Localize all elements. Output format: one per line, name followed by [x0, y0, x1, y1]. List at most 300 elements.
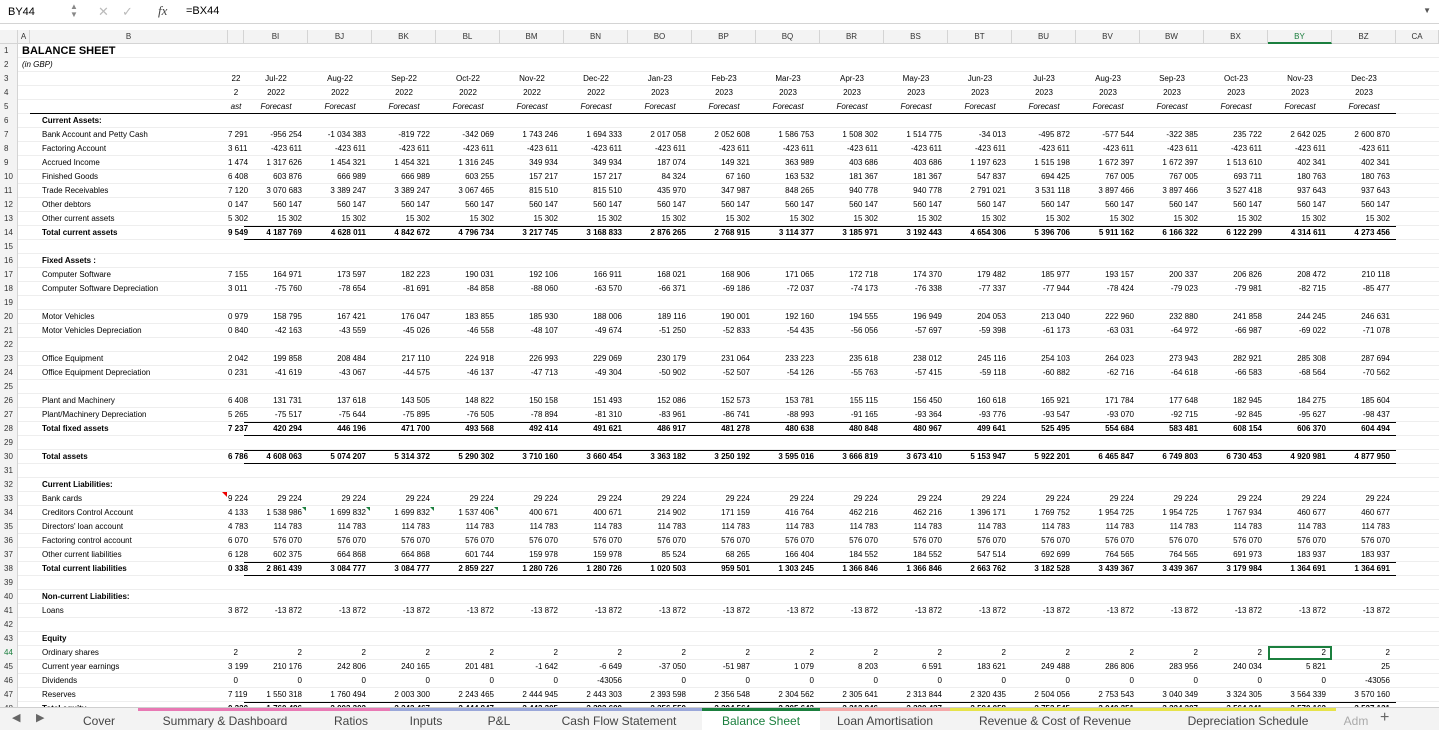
row-header-46[interactable]: 46: [0, 674, 18, 688]
data-cell[interactable]: -75 517: [274, 410, 302, 419]
data-cell[interactable]: -54 126: [786, 368, 814, 377]
data-cell[interactable]: 603 876: [273, 172, 302, 181]
select-all-corner[interactable]: [0, 30, 18, 44]
data-cell[interactable]: 1 699 832: [330, 508, 366, 517]
data-cell[interactable]: 5 911 162: [1098, 228, 1134, 237]
data-cell[interactable]: 5 074 207: [330, 452, 366, 461]
data-cell[interactable]: 576 070: [529, 536, 558, 545]
row-header-37[interactable]: 37: [0, 548, 18, 562]
data-cell[interactable]: -13 872: [1170, 606, 1198, 615]
data-cell[interactable]: 3 040 349: [1162, 690, 1198, 699]
row-header-29[interactable]: 29: [0, 436, 18, 450]
data-cell[interactable]: 1 079: [793, 662, 814, 671]
data-cell[interactable]: 1 454 321: [330, 158, 366, 167]
data-cell[interactable]: 15 302: [1045, 214, 1070, 223]
data-cell[interactable]: 29 224: [341, 494, 366, 503]
data-cell[interactable]: 3 363 182: [650, 452, 686, 461]
data-cell[interactable]: 576 070: [1233, 536, 1262, 545]
data-cell[interactable]: 547 514: [977, 550, 1006, 559]
data-cell[interactable]: 347 987: [721, 186, 750, 195]
data-cell[interactable]: 4 796 734: [458, 228, 494, 237]
data-cell[interactable]: 7 155: [228, 270, 249, 279]
data-cell[interactable]: 471 700: [401, 424, 430, 433]
column-header-BT[interactable]: BT: [948, 30, 1012, 44]
data-cell[interactable]: 206 826: [1233, 270, 1262, 279]
data-cell[interactable]: 29 224: [1301, 494, 1326, 503]
next-sheet-icon[interactable]: ▶: [36, 712, 45, 724]
data-cell[interactable]: -69 022: [1298, 326, 1326, 335]
data-cell[interactable]: 462 216: [849, 508, 878, 517]
data-cell[interactable]: 1 364 691: [1354, 564, 1390, 573]
data-cell[interactable]: 2: [233, 648, 238, 657]
data-cell[interactable]: 2: [1321, 648, 1326, 657]
data-cell[interactable]: 560 147: [785, 200, 814, 209]
data-cell[interactable]: 3 192 443: [906, 228, 942, 237]
comment-indicator[interactable]: [222, 492, 227, 497]
data-cell[interactable]: 815 510: [529, 186, 558, 195]
row-header-21[interactable]: 21: [0, 324, 18, 338]
data-cell[interactable]: 3 389 247: [394, 186, 430, 195]
data-cell[interactable]: 1 280 726: [522, 564, 558, 573]
data-cell[interactable]: 693 711: [1233, 172, 1262, 181]
row-header-33[interactable]: 33: [0, 492, 18, 506]
data-cell[interactable]: 435 970: [657, 186, 686, 195]
data-cell[interactable]: -423 611: [1295, 144, 1326, 153]
data-cell[interactable]: 576 070: [465, 536, 494, 545]
data-cell[interactable]: -46 558: [466, 326, 494, 335]
data-cell[interactable]: 560 147: [913, 200, 942, 209]
data-cell[interactable]: -70 562: [1362, 368, 1390, 377]
data-cell[interactable]: 171 065: [785, 270, 814, 279]
formula-warning-icon[interactable]: [366, 507, 370, 511]
data-cell[interactable]: 114 783: [657, 522, 686, 531]
data-cell[interactable]: 150 158: [529, 396, 558, 405]
row-header-11[interactable]: 11: [0, 184, 18, 198]
data-cell[interactable]: 492 414: [529, 424, 558, 433]
data-cell[interactable]: 2: [1385, 648, 1390, 657]
data-cell[interactable]: 273 943: [1169, 354, 1198, 363]
data-cell[interactable]: 480 848: [849, 424, 878, 433]
data-cell[interactable]: 3 564 339: [1290, 690, 1326, 699]
data-cell[interactable]: 1 538 986: [266, 508, 302, 517]
data-cell[interactable]: -423 611: [655, 144, 686, 153]
data-cell[interactable]: -92 845: [1234, 410, 1262, 419]
data-cell[interactable]: -42 163: [274, 326, 302, 335]
data-cell[interactable]: 159 978: [529, 550, 558, 559]
data-cell[interactable]: 1 672 397: [1098, 158, 1134, 167]
data-cell[interactable]: 185 930: [529, 312, 558, 321]
data-cell[interactable]: 194 555: [849, 312, 878, 321]
data-cell[interactable]: 560 147: [721, 200, 750, 209]
data-cell[interactable]: 29 224: [1237, 494, 1262, 503]
data-cell[interactable]: -63 031: [1106, 326, 1134, 335]
row-header-42[interactable]: 42: [0, 618, 18, 632]
data-cell[interactable]: 6 128: [228, 550, 249, 559]
data-cell[interactable]: 525 495: [1041, 424, 1070, 433]
data-cell[interactable]: 181 367: [913, 172, 942, 181]
data-cell[interactable]: 3 611: [228, 144, 248, 153]
data-cell[interactable]: -81 691: [402, 284, 430, 293]
data-cell[interactable]: 2 003 300: [394, 690, 430, 699]
data-cell[interactable]: 2 791 021: [970, 186, 1006, 195]
data-cell[interactable]: 2: [1001, 648, 1006, 657]
data-cell[interactable]: 5 314 372: [394, 452, 430, 461]
data-cell[interactable]: 114 783: [337, 522, 366, 531]
data-cell[interactable]: 1 767 934: [1226, 508, 1262, 517]
data-cell[interactable]: 3 439 367: [1162, 564, 1198, 573]
data-cell[interactable]: 114 783: [593, 522, 622, 531]
data-cell[interactable]: 8 203: [857, 662, 878, 671]
data-cell[interactable]: 1 550 318: [266, 690, 302, 699]
data-cell[interactable]: 249 488: [1041, 662, 1070, 671]
data-cell[interactable]: 664 868: [337, 550, 366, 559]
data-cell[interactable]: -78 654: [338, 284, 366, 293]
data-cell[interactable]: -59 118: [979, 368, 1006, 377]
function-icon[interactable]: fx: [158, 3, 168, 18]
data-cell[interactable]: 560 147: [337, 200, 366, 209]
data-cell[interactable]: 1 514 775: [906, 130, 942, 139]
data-cell[interactable]: 189 116: [657, 312, 686, 321]
data-cell[interactable]: -93 070: [1106, 410, 1134, 419]
data-cell[interactable]: 3 084 777: [330, 564, 366, 573]
data-cell[interactable]: 15 302: [1301, 214, 1326, 223]
data-cell[interactable]: 3 660 454: [586, 452, 622, 461]
data-cell[interactable]: -423 611: [463, 144, 494, 153]
data-cell[interactable]: 1 515 198: [1034, 158, 1070, 167]
data-cell[interactable]: 232 880: [1169, 312, 1198, 321]
data-cell[interactable]: -66 987: [1234, 326, 1262, 335]
data-cell[interactable]: 493 568: [465, 424, 494, 433]
column-header-BP[interactable]: BP: [692, 30, 756, 44]
data-cell[interactable]: 576 070: [1041, 536, 1070, 545]
data-cell[interactable]: -423 611: [783, 144, 814, 153]
enter-icon[interactable]: ✓: [122, 4, 133, 19]
data-cell[interactable]: 190 031: [465, 270, 494, 279]
data-cell[interactable]: 1 366 846: [842, 564, 878, 573]
data-cell[interactable]: 201 481: [465, 662, 494, 671]
data-cell[interactable]: 157 217: [593, 172, 622, 181]
data-cell[interactable]: -64 618: [1170, 368, 1198, 377]
sheet-grid[interactable]: [0, 30, 1439, 707]
data-cell[interactable]: -93 364: [914, 410, 942, 419]
data-cell[interactable]: 5 265: [228, 410, 249, 419]
data-cell[interactable]: 85 524: [661, 550, 686, 559]
data-cell[interactable]: 937 643: [1297, 186, 1326, 195]
data-cell[interactable]: -41 619: [274, 368, 302, 377]
data-cell[interactable]: 1 508 302: [842, 130, 878, 139]
data-cell[interactable]: 15 302: [661, 214, 686, 223]
data-cell[interactable]: 576 070: [849, 536, 878, 545]
data-cell[interactable]: 3 011: [228, 284, 248, 293]
data-cell[interactable]: 114 783: [785, 522, 814, 531]
data-cell[interactable]: 560 147: [657, 200, 686, 209]
row-header-39[interactable]: 39: [0, 576, 18, 590]
data-cell[interactable]: 182 945: [1233, 396, 1262, 405]
data-cell[interactable]: 29 224: [1045, 494, 1070, 503]
data-cell[interactable]: 767 005: [1105, 172, 1134, 181]
data-cell[interactable]: 114 783: [401, 522, 430, 531]
row-header-14[interactable]: 14: [0, 226, 18, 240]
data-cell[interactable]: 2 504 056: [1034, 690, 1070, 699]
data-cell[interactable]: 576 070: [273, 536, 302, 545]
data-cell[interactable]: -56 056: [850, 326, 878, 335]
row-header-5[interactable]: 5: [0, 100, 18, 114]
data-cell[interactable]: 15 302: [533, 214, 558, 223]
data-cell[interactable]: 157 217: [529, 172, 558, 181]
data-cell[interactable]: 222 960: [1105, 312, 1134, 321]
data-cell[interactable]: -77 944: [1042, 284, 1070, 293]
data-cell[interactable]: -75 644: [338, 410, 366, 419]
data-cell[interactable]: 166 911: [593, 270, 622, 279]
data-cell[interactable]: 283 956: [1169, 662, 1198, 671]
data-cell[interactable]: -423 611: [335, 144, 366, 153]
data-cell[interactable]: 576 070: [1105, 536, 1134, 545]
tab-p-l[interactable]: P&L: [462, 708, 536, 730]
data-cell[interactable]: -95 627: [1298, 410, 1326, 419]
data-cell[interactable]: 153 781: [785, 396, 814, 405]
data-cell[interactable]: 114 783: [1297, 522, 1326, 531]
data-cell[interactable]: 764 565: [1105, 550, 1134, 559]
data-cell[interactable]: 7 120: [228, 186, 249, 195]
data-cell[interactable]: 29 224: [661, 494, 686, 503]
data-cell[interactable]: 177 648: [1169, 396, 1198, 405]
data-cell[interactable]: 2 859 227: [458, 564, 494, 573]
data-cell[interactable]: 576 070: [657, 536, 686, 545]
data-cell[interactable]: 4 628 011: [330, 228, 366, 237]
column-header-BX[interactable]: BX: [1204, 30, 1268, 44]
data-cell[interactable]: 6 408: [228, 172, 249, 181]
data-cell[interactable]: 3 067 465: [458, 186, 494, 195]
data-cell[interactable]: 200 337: [1169, 270, 1198, 279]
row-header-2[interactable]: 2: [0, 58, 18, 72]
data-cell[interactable]: 2: [809, 648, 814, 657]
data-cell[interactable]: 5 302: [228, 214, 249, 223]
data-cell[interactable]: 208 484: [337, 354, 366, 363]
data-cell[interactable]: 6 465 847: [1098, 452, 1134, 461]
data-cell[interactable]: -423 611: [1039, 144, 1070, 153]
data-cell[interactable]: -66 583: [1234, 368, 1262, 377]
data-cell[interactable]: 114 783: [1105, 522, 1134, 531]
data-cell[interactable]: 3 182 528: [1034, 564, 1070, 573]
data-cell[interactable]: -13 872: [978, 606, 1006, 615]
data-cell[interactable]: 163 532: [785, 172, 814, 181]
data-cell[interactable]: 160 618: [977, 396, 1006, 405]
data-cell[interactable]: 940 778: [849, 186, 878, 195]
expand-formula-icon[interactable]: ▼: [1423, 6, 1431, 15]
data-cell[interactable]: -423 611: [975, 144, 1006, 153]
data-cell[interactable]: 2 042: [228, 354, 249, 363]
data-cell[interactable]: 2: [1065, 648, 1070, 657]
data-cell[interactable]: 1 303 245: [778, 564, 814, 573]
data-cell[interactable]: -76 505: [466, 410, 494, 419]
data-cell[interactable]: -49 674: [594, 326, 622, 335]
data-cell[interactable]: 3 897 466: [1098, 186, 1134, 195]
row-header-40[interactable]: 40: [0, 590, 18, 604]
data-cell[interactable]: 192 106: [529, 270, 558, 279]
data-cell[interactable]: 3 673 410: [906, 452, 942, 461]
data-cell[interactable]: 0: [361, 676, 366, 685]
data-cell[interactable]: 6 070: [228, 536, 249, 545]
data-cell[interactable]: -79 023: [1170, 284, 1198, 293]
data-cell[interactable]: 224 918: [465, 354, 494, 363]
data-cell[interactable]: 554 684: [1105, 424, 1134, 433]
data-cell[interactable]: -34 013: [978, 130, 1006, 139]
data-cell[interactable]: 9 549: [228, 228, 249, 237]
data-cell[interactable]: -84 858: [466, 284, 494, 293]
data-cell[interactable]: -423 611: [719, 144, 750, 153]
data-cell[interactable]: -69 186: [722, 284, 750, 293]
data-cell[interactable]: 2 304 562: [778, 690, 814, 699]
data-cell[interactable]: 29 224: [1365, 494, 1390, 503]
data-cell[interactable]: 2: [745, 648, 750, 657]
row-header-15[interactable]: 15: [0, 240, 18, 254]
data-cell[interactable]: -81 310: [594, 410, 622, 419]
data-cell[interactable]: 4 187 769: [266, 228, 302, 237]
data-cell[interactable]: 3 527 418: [1226, 186, 1262, 195]
data-cell[interactable]: 576 070: [401, 536, 430, 545]
data-cell[interactable]: 167 421: [337, 312, 366, 321]
data-cell[interactable]: -60 882: [1042, 368, 1070, 377]
data-cell[interactable]: 2: [937, 648, 942, 657]
data-cell[interactable]: -423 611: [911, 144, 942, 153]
data-cell[interactable]: 4 273 456: [1354, 228, 1390, 237]
data-cell[interactable]: 576 070: [721, 536, 750, 545]
data-cell[interactable]: 238 012: [913, 354, 942, 363]
cancel-icon[interactable]: ✕: [98, 4, 109, 19]
data-cell[interactable]: 815 510: [593, 186, 622, 195]
data-cell[interactable]: 6 166 322: [1162, 228, 1198, 237]
data-cell[interactable]: 2: [1257, 648, 1262, 657]
data-cell[interactable]: 0: [809, 676, 814, 685]
data-cell[interactable]: -13 872: [1106, 606, 1134, 615]
data-cell[interactable]: -52 507: [722, 368, 750, 377]
row-header-9[interactable]: 9: [0, 156, 18, 170]
data-cell[interactable]: -57 697: [914, 326, 942, 335]
data-cell[interactable]: 148 822: [465, 396, 494, 405]
data-cell[interactable]: 460 677: [1297, 508, 1326, 517]
data-cell[interactable]: 114 783: [465, 522, 494, 531]
data-cell[interactable]: 480 638: [785, 424, 814, 433]
data-cell[interactable]: -49 304: [594, 368, 622, 377]
data-cell[interactable]: 0: [553, 676, 558, 685]
data-cell[interactable]: -322 385: [1166, 130, 1198, 139]
data-cell[interactable]: 560 147: [1169, 200, 1198, 209]
data-cell[interactable]: 5 821: [1305, 662, 1326, 671]
data-cell[interactable]: 229 069: [593, 354, 622, 363]
row-header-6[interactable]: 6: [0, 114, 18, 128]
data-cell[interactable]: -1 642: [535, 662, 558, 671]
data-cell[interactable]: 499 641: [977, 424, 1006, 433]
tab-inputs[interactable]: Inputs: [390, 708, 462, 730]
data-cell[interactable]: 576 070: [913, 536, 942, 545]
data-cell[interactable]: 4 842 672: [394, 228, 430, 237]
data-cell[interactable]: -423 611: [527, 144, 558, 153]
data-cell[interactable]: 3 324 305: [1226, 690, 1262, 699]
data-cell[interactable]: 767 005: [1169, 172, 1198, 181]
prev-sheet-icon[interactable]: ◀: [12, 712, 21, 724]
data-cell[interactable]: 2: [425, 648, 430, 657]
data-cell[interactable]: 0: [233, 676, 238, 685]
name-box[interactable]: BY44: [8, 6, 35, 18]
data-cell[interactable]: 15 302: [405, 214, 430, 223]
data-cell[interactable]: 180 763: [1297, 172, 1326, 181]
data-cell[interactable]: 184 552: [849, 550, 878, 559]
row-header-8[interactable]: 8: [0, 142, 18, 156]
row-header-16[interactable]: 16: [0, 254, 18, 268]
data-cell[interactable]: 164 971: [273, 270, 302, 279]
data-cell[interactable]: -74 173: [850, 284, 878, 293]
data-cell[interactable]: 25: [1381, 662, 1390, 671]
tab-adm[interactable]: Adm: [1343, 714, 1369, 728]
data-cell[interactable]: 5 922 201: [1034, 452, 1070, 461]
data-cell[interactable]: -342 069: [462, 130, 494, 139]
data-cell[interactable]: 15 302: [853, 214, 878, 223]
data-cell[interactable]: 1 454 321: [394, 158, 430, 167]
data-cell[interactable]: 0: [425, 676, 430, 685]
data-cell[interactable]: 240 034: [1233, 662, 1262, 671]
data-cell[interactable]: 3 389 247: [330, 186, 366, 195]
data-cell[interactable]: 131 731: [273, 396, 302, 405]
data-cell[interactable]: 2 768 915: [714, 228, 750, 237]
data-cell[interactable]: 959 501: [721, 564, 750, 573]
data-cell[interactable]: -13 872: [914, 606, 942, 615]
data-cell[interactable]: -45 026: [402, 326, 430, 335]
data-cell[interactable]: 254 103: [1041, 354, 1070, 363]
data-cell[interactable]: 183 855: [465, 312, 494, 321]
data-cell[interactable]: 183 937: [1297, 550, 1326, 559]
data-cell[interactable]: 0: [1001, 676, 1006, 685]
data-cell[interactable]: 15 302: [597, 214, 622, 223]
data-cell[interactable]: 694 425: [1041, 172, 1070, 181]
data-cell[interactable]: -423 611: [271, 144, 302, 153]
data-cell[interactable]: 226 993: [529, 354, 558, 363]
data-cell[interactable]: 2: [297, 648, 302, 657]
data-cell[interactable]: 576 070: [785, 536, 814, 545]
data-cell[interactable]: 349 934: [593, 158, 622, 167]
data-cell[interactable]: 165 921: [1041, 396, 1070, 405]
data-cell[interactable]: 0: [681, 676, 686, 685]
data-cell[interactable]: 691 973: [1233, 550, 1262, 559]
data-cell[interactable]: 1 317 626: [266, 158, 302, 167]
data-cell[interactable]: 560 147: [401, 200, 430, 209]
column-header-BQ[interactable]: BQ: [756, 30, 820, 44]
data-cell[interactable]: 560 147: [593, 200, 622, 209]
data-cell[interactable]: 3 872: [228, 606, 249, 615]
data-cell[interactable]: -78 424: [1106, 284, 1134, 293]
data-cell[interactable]: 182 223: [401, 270, 430, 279]
data-cell[interactable]: -13 872: [786, 606, 814, 615]
data-cell[interactable]: 764 565: [1169, 550, 1198, 559]
data-cell[interactable]: -72 037: [786, 284, 814, 293]
data-cell[interactable]: 231 064: [721, 354, 750, 363]
data-cell[interactable]: -13 872: [530, 606, 558, 615]
column-header-BI[interactable]: BI: [244, 30, 308, 44]
data-cell[interactable]: 1 769 752: [1034, 508, 1070, 517]
tab-balance-sheet[interactable]: Balance Sheet: [702, 708, 820, 730]
data-cell[interactable]: -88 993: [786, 410, 814, 419]
data-cell[interactable]: -43 559: [338, 326, 366, 335]
data-cell[interactable]: 576 070: [593, 536, 622, 545]
data-cell[interactable]: 576 070: [337, 536, 366, 545]
data-cell[interactable]: 114 783: [1169, 522, 1198, 531]
data-cell[interactable]: -423 611: [847, 144, 878, 153]
data-cell[interactable]: 3 666 819: [842, 452, 878, 461]
data-cell[interactable]: 3 595 016: [778, 452, 814, 461]
data-cell[interactable]: 666 989: [401, 172, 430, 181]
data-cell[interactable]: 114 783: [1041, 522, 1070, 531]
data-cell[interactable]: 210 118: [1361, 270, 1390, 279]
data-cell[interactable]: -956 254: [270, 130, 302, 139]
